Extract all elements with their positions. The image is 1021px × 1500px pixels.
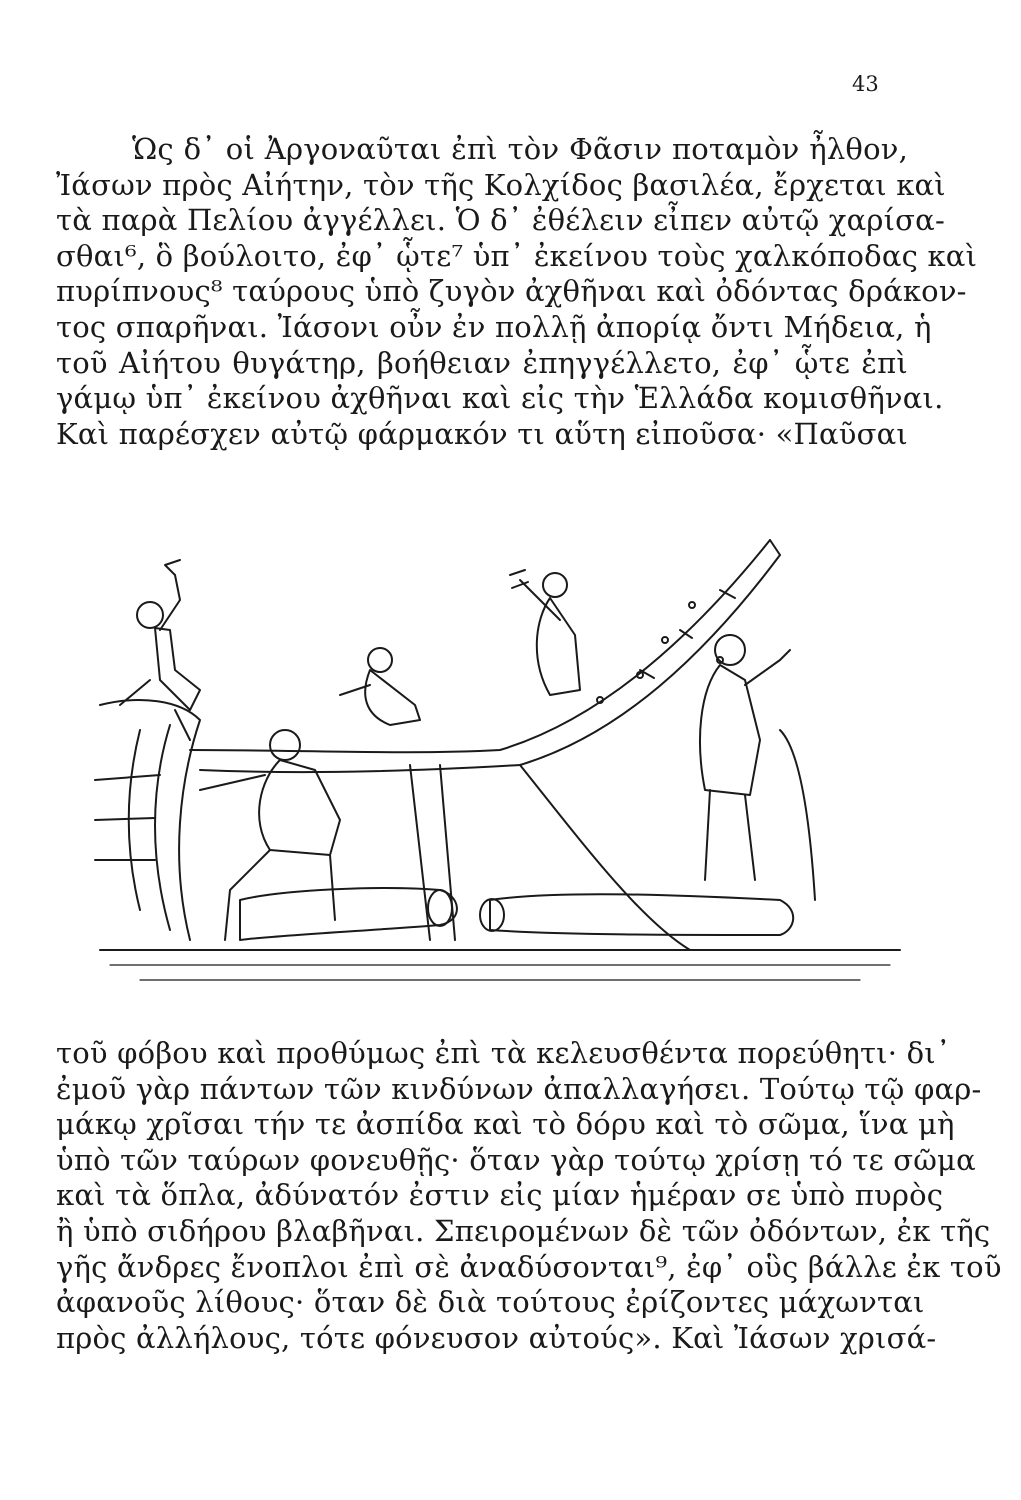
text-line: πρὸς ἀλλήλους, τότε φόνευσον αὐτούς». Καὶ Ἰάσων χρισά-: [56, 1320, 937, 1355]
worker-seated-front: [200, 730, 340, 940]
page-number: 43: [852, 72, 879, 96]
paragraph-top: [56, 132, 978, 452]
text-line: γῆς ἄνδρες ἔνοπλοι ἐπὶ σὲ ἀναδύσονται⁹, ἐφ᾽ οὓς βάλλε ἐκ τοῦ: [56, 1249, 1002, 1284]
text-line: Ἰάσων πρὸς Αἰήτην, τὸν τῆς Κολχίδος βασιλέα, ἔρχεται καὶ: [56, 167, 946, 202]
text-line: ὑπὸ τῶν ταύρων φονευθῇς· ὅταν γὰρ τούτῳ χρίσῃ τό τε σῶμα: [56, 1142, 976, 1177]
paragraph-bottom: [56, 1036, 1002, 1356]
text-line: ἀφανοῦς λίθους· ὅταν δὲ διὰ τούτους ἐρίζοντες μάχωνται: [56, 1285, 925, 1320]
text-line: τος σπαρῆναι. Ἰάσονι οὖν ἐν πολλῇ ἀπορίᾳ ὄντι Μήδεια, ἡ: [56, 309, 932, 344]
log: [490, 894, 793, 935]
text-line: τὰ παρὰ Πελίου ἀγγέλλει. Ὁ δ᾽ ἐθέλειν εἶπεν αὐτῷ χαρίσα-: [56, 203, 945, 238]
text-line: τοῦ φόβου καὶ προθύμως ἐπὶ τὰ κελευσθέντα πορεύθητι· δι᾽: [56, 1036, 951, 1070]
worker-hammering-left: [120, 560, 200, 740]
text-line: πυρίπνους⁸ ταύρους ὑπὸ ζυγὸν ἀχθῆναι καὶ ὀδόντας δράκον-: [56, 274, 967, 309]
text-line: τοῦ Αἰήτου θυγάτηρ, βοήθειαν ἐπηγγέλλετο, ἐφ᾽ ᾧτε ἐπὶ: [56, 345, 908, 380]
worker-reclining-middle: [340, 648, 420, 725]
ship-prow: [190, 540, 770, 752]
shipbuilding-illustration: [80, 520, 910, 1015]
text-line: μάκῳ χρῖσαι τήν τε ἀσπίδα καὶ τὸ δόρυ καὶ τὸ σῶμα, ἵνα μὴ: [56, 1107, 955, 1142]
text-line: Καὶ παρέσχεν αὐτῷ φάρμακόν τι αὕτη εἰποῦσα· «Παῦσαι: [56, 416, 908, 451]
text-line: ἐμοῦ γὰρ πάντων τῶν κινδύνων ἀπαλλαγήσει. Τούτῳ τῷ φαρ-: [56, 1071, 982, 1106]
worker-standing-right: [700, 635, 815, 900]
text-line: καὶ τὰ ὅπλα, ἀδύνατόν ἐστιν εἰς μίαν ἡμέραν σε ὑπὸ πυρὸς: [56, 1178, 944, 1213]
text-line: ἢ ὑπὸ σιδήρου βλαβῆναι. Σπειρομένων δὲ τῶν ὀδόντων, ἐκ τῆς: [56, 1213, 991, 1248]
text-line: γάμῳ ὑπ᾽ ἐκείνου ἀχθῆναι καὶ εἰς τὴν Ἑλλάδα κομισθῆναι.: [56, 381, 944, 416]
text-line: σθαι⁶, ὃ βούλοιτο, ἐφ᾽ ᾧτε⁷ ὑπ᾽ ἐκείνου τοὺς χαλκόποδας καὶ: [56, 238, 978, 273]
worker-mallet-top: [510, 570, 580, 695]
text-line: Ὡς δ᾽ οἱ Ἀργοναῦται ἐπὶ τὸν Φᾶσιν ποταμὸν ἦλθον,: [132, 132, 908, 166]
